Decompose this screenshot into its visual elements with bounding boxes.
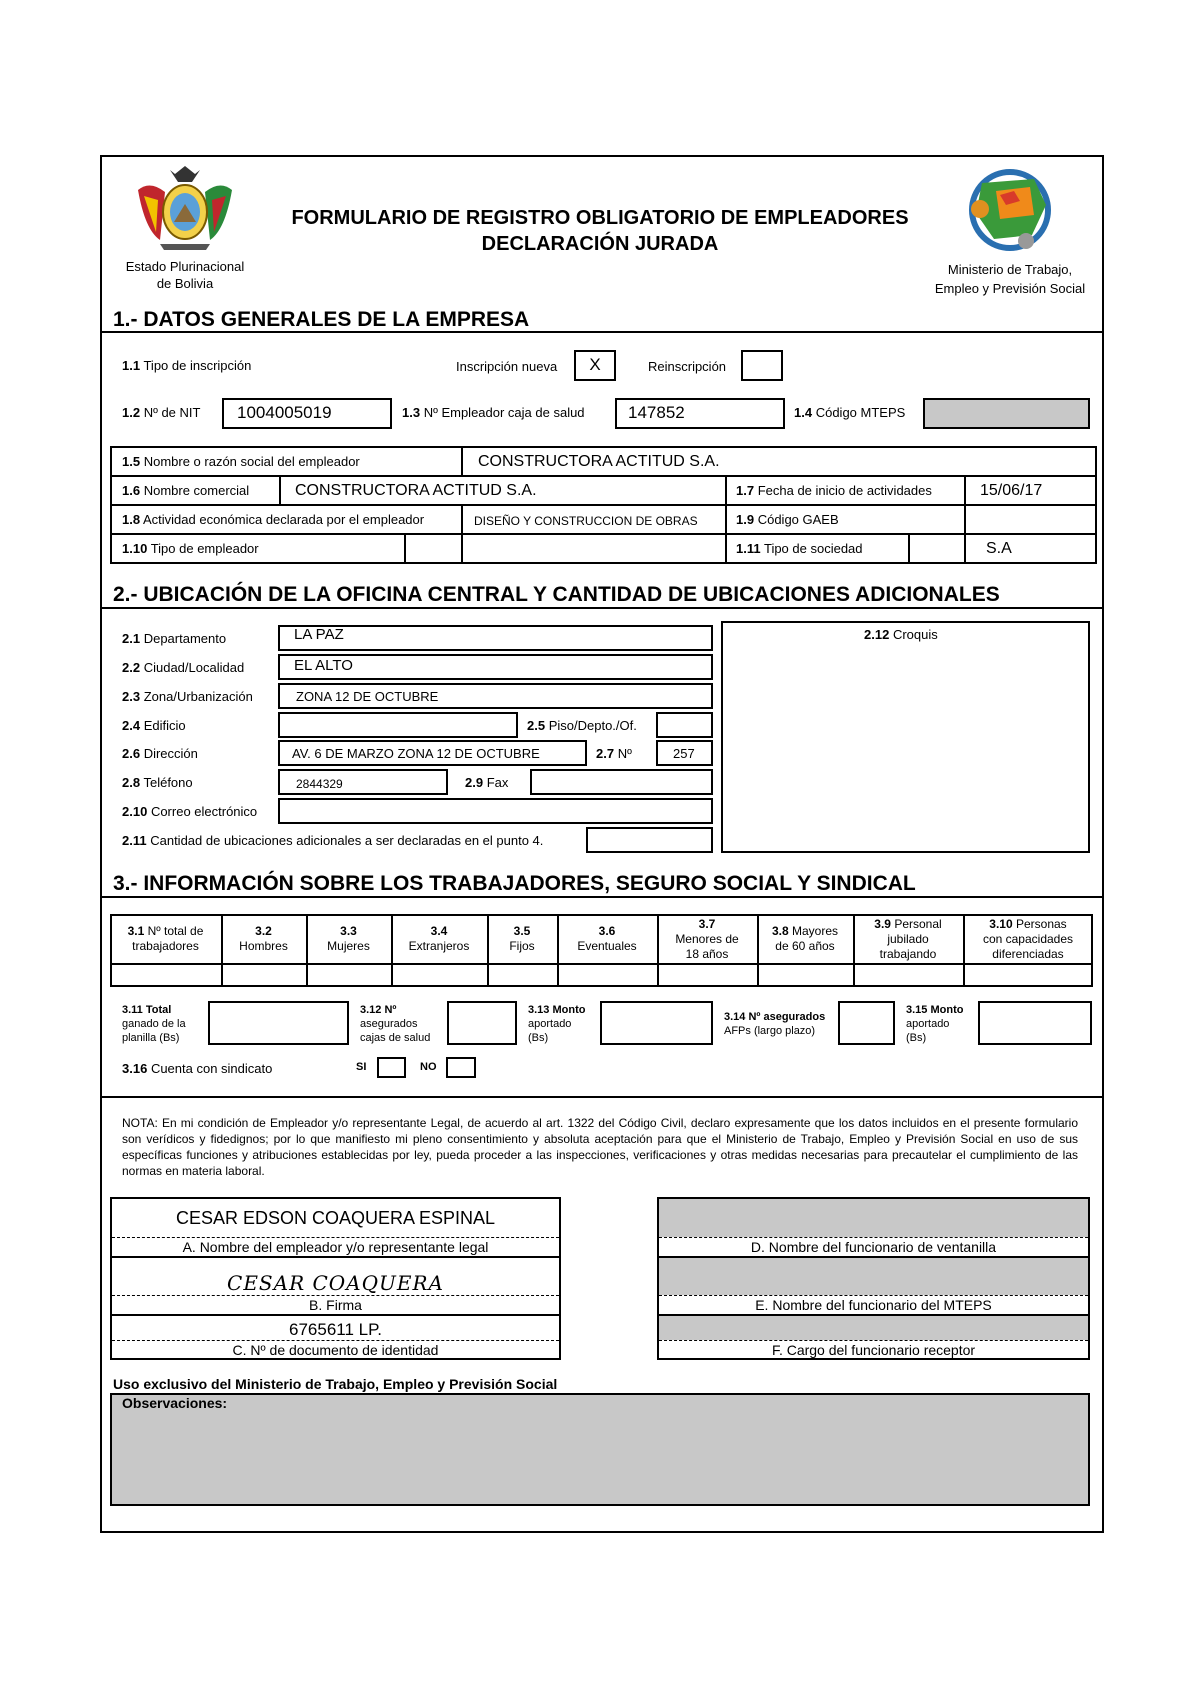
fecha-inicio-value: 15/06/17 bbox=[980, 482, 1043, 499]
tipo-sociedad-value: S.A bbox=[986, 540, 1012, 557]
field-1-10-label: 1.10 Tipo de empleador bbox=[122, 541, 259, 556]
field-2-4-label: 2.4 Edificio bbox=[122, 718, 186, 733]
field-2-12-label: 2.12 Croquis bbox=[864, 627, 938, 642]
sindicato-si-label: SI bbox=[356, 1061, 367, 1073]
field-1-6-label: 1.6 Nombre comercial bbox=[122, 483, 250, 498]
field-3-13-label: 3.13 Monto aportado (Bs) bbox=[528, 1004, 586, 1044]
workers-value-cell-3-10[interactable] bbox=[965, 965, 1091, 985]
right-caption-line1: Ministerio de Trabajo, bbox=[947, 262, 1073, 277]
firma-label: B. Firma bbox=[309, 1297, 362, 1313]
field-1-4-label: 1.4 Código MTEPS bbox=[794, 405, 906, 420]
field-1-11-label: 1.11 Tipo de sociedad bbox=[736, 541, 863, 556]
field-2-10-label: 2.10 Correo electrónico bbox=[122, 804, 258, 819]
field-2-5-label: 2.5 Piso/Depto./Of. bbox=[527, 718, 637, 733]
firma-signature: CESAR COAQUERA bbox=[227, 1271, 444, 1295]
ministerio-logo-icon bbox=[960, 165, 1060, 255]
reinscripcion-label: Reinscripción bbox=[648, 359, 727, 374]
asegurados-cajas-field[interactable] bbox=[447, 1001, 517, 1045]
section1-title: 1.- DATOS GENERALES DE LA EMPRESA bbox=[113, 308, 530, 331]
edificio-field[interactable] bbox=[278, 712, 518, 738]
workers-column-header-3-2: 3.2 Hombres bbox=[239, 924, 288, 953]
field-2-9-label: 2.9 Fax bbox=[465, 775, 509, 790]
workers-column-header-3-1: 3.1 Nº total de trabajadores bbox=[127, 924, 204, 953]
cargo-funcionario-label: F. Cargo del funcionario receptor bbox=[771, 1342, 976, 1358]
field-2-7-label: 2.7 Nº bbox=[596, 746, 632, 761]
funcionario-mteps-label: E. Nombre del funcionario del MTEPS bbox=[755, 1297, 992, 1313]
field-2-8-label: 2.8 Teléfono bbox=[122, 775, 193, 790]
uso-exclusivo-label: Uso exclusivo del Ministerio de Trabajo, Empleo y Previsión Social bbox=[113, 1376, 558, 1392]
form-title-line1: FORMULARIO DE REGISTRO OBLIGATORIO DE EMPLEADORES bbox=[291, 207, 909, 229]
section1-divider bbox=[100, 331, 1104, 333]
nombre-empleador-value: CESAR EDSON COAQUERA ESPINAL bbox=[175, 1208, 496, 1228]
left-caption-line1: Estado Plurinacional bbox=[125, 259, 245, 274]
funcionario-mteps-field bbox=[659, 1258, 1088, 1295]
nueva-value: X bbox=[589, 355, 601, 374]
zona-value: ZONA 12 DE OCTUBRE bbox=[296, 689, 439, 704]
monto-aportado-afp-field[interactable] bbox=[978, 1001, 1092, 1045]
documento-value: 6765611 LP. bbox=[289, 1320, 382, 1339]
codigo-mteps-field bbox=[923, 398, 1090, 429]
workers-column-header-3-8: 3.8 Mayores de 60 años bbox=[771, 924, 839, 953]
workers-value-cell-3-8[interactable] bbox=[759, 965, 851, 985]
section3-divider bbox=[100, 896, 1104, 898]
right-caption-line2: Empleo y Previsión Social bbox=[934, 281, 1086, 296]
sindicato-no-label: NO bbox=[420, 1061, 437, 1073]
cargo-funcionario-field bbox=[659, 1316, 1088, 1340]
nota-text: NOTA: En mi condición de Empleador y/o representante Legal, de acuerdo al art. 1322 del Código Civil, declaro expresamente que los datos incluidos en el presente formulario son verídicos y fidedignos; por lo que manifiesto mi pleno consentimiento y absoluta aceptación para que el Ministerio de Trabajo, Empleo y Previsión Social en uso de sus específicas funciones y atribuciones establecidas por ley, pueda proceder a las inspecciones, verificaciones y otras medidas necesarias para precautelar el cumplimiento de las normas en materia laboral. bbox=[122, 1116, 1078, 1178]
monto-aportado-field[interactable] bbox=[600, 1001, 713, 1045]
workers-value-cell-3-1[interactable] bbox=[112, 965, 219, 985]
workers-value-cell-3-6[interactable] bbox=[559, 965, 655, 985]
nota-divider bbox=[100, 1096, 1104, 1098]
nombre-empleador-label: A. Nombre del empleador y/o representante legal bbox=[182, 1239, 489, 1255]
workers-column-header-3-4: 3.4 Extranjeros bbox=[408, 924, 470, 953]
field-1-9-label: 1.9 Código GAEB bbox=[736, 512, 839, 527]
workers-column-header-3-10: 3.10 Personas con capacidades diferenciadas bbox=[982, 917, 1074, 961]
workers-value-cell-3-9[interactable] bbox=[855, 965, 961, 985]
ciudad-value: EL ALTO bbox=[294, 657, 353, 674]
empleador-caja-value: 147852 bbox=[628, 403, 685, 422]
workers-column-header-3-3: 3.3 Mujeres bbox=[327, 924, 370, 953]
fax-field[interactable] bbox=[530, 769, 713, 795]
numero-value: 257 bbox=[673, 746, 695, 761]
workers-column-header-3-9: 3.9 Personal jubilado trabajando bbox=[874, 917, 942, 961]
workers-value-cell-3-7[interactable] bbox=[659, 965, 755, 985]
field-1-5-label: 1.5 Nombre o razón social del empleador bbox=[122, 454, 360, 469]
form-title-line2: DECLARACIÓN JURADA bbox=[481, 233, 719, 255]
section2-divider bbox=[100, 607, 1104, 609]
correo-field[interactable] bbox=[278, 798, 713, 824]
sindicato-no-checkbox[interactable] bbox=[446, 1057, 476, 1078]
funcionario-ventanilla-label: D. Nombre del funcionario de ventanilla bbox=[750, 1239, 997, 1255]
funcionario-ventanilla-field bbox=[659, 1199, 1088, 1237]
field-2-11-label: 2.11 Cantidad de ubicaciones adicionales a ser declaradas en el punto 4. bbox=[122, 833, 544, 848]
croquis-box[interactable] bbox=[721, 621, 1090, 853]
field-3-12-label: 3.12 Nº asegurados cajas de salud bbox=[360, 1004, 431, 1044]
field-1-8-label: 1.8 Actividad económica declarada por el empleador bbox=[122, 512, 425, 527]
field-1-2-label: 1.2 Nº de NIT bbox=[122, 405, 201, 420]
piso-field[interactable] bbox=[656, 712, 713, 738]
workers-column-header-3-5: 3.5 Fijos bbox=[509, 924, 535, 953]
observaciones-box bbox=[110, 1393, 1090, 1506]
workers-value-cell-3-3[interactable] bbox=[308, 965, 389, 985]
field-3-15-label: 3.15 Monto aportado (Bs) bbox=[906, 1004, 964, 1044]
field-2-2-label: 2.2 Ciudad/Localidad bbox=[122, 660, 245, 675]
direccion-value: AV. 6 DE MARZO ZONA 12 DE OCTUBRE bbox=[292, 746, 540, 761]
nueva-label: Inscripción nueva bbox=[456, 359, 558, 374]
nit-value: 1004005019 bbox=[237, 403, 332, 422]
sindicato-si-checkbox[interactable] bbox=[377, 1057, 406, 1078]
field-3-14-label: 3.14 Nº asegurados AFPs (largo plazo) bbox=[724, 1011, 826, 1037]
workers-column-header-3-7: 3.7 Menores de 18 años bbox=[675, 917, 739, 961]
field-2-3-label: 2.3 Zona/Urbanización bbox=[122, 689, 253, 704]
field-3-11-label: 3.11 Total ganado de la planilla (Bs) bbox=[122, 1004, 186, 1044]
field-1-7-label: 1.7 Fecha de inicio de actividades bbox=[736, 483, 932, 498]
field-3-16-label: 3.16 Cuenta con sindicato bbox=[122, 1061, 273, 1076]
reinscripcion-checkbox[interactable] bbox=[741, 350, 783, 381]
field-1-1-label: 1.1 Tipo de inscripción bbox=[122, 358, 252, 373]
workers-value-cell-3-4[interactable] bbox=[393, 965, 485, 985]
field-1-3-label: 1.3 Nº Empleador caja de salud bbox=[402, 405, 585, 420]
razon-social-value: CONSTRUCTORA ACTITUD S.A. bbox=[478, 453, 720, 470]
ubicaciones-field[interactable] bbox=[586, 827, 713, 853]
field-2-1-label: 2.1 Departamento bbox=[122, 631, 227, 646]
workers-value-cell-3-5[interactable] bbox=[489, 965, 555, 985]
telefono-value: 2844329 bbox=[296, 777, 343, 791]
section2-title: 2.- UBICACIÓN DE LA OFICINA CENTRAL Y CANTIDAD DE UBICACIONES ADICIONALES bbox=[113, 583, 1000, 606]
actividad-value: DISEÑO Y CONSTRUCCION DE OBRAS bbox=[474, 514, 698, 528]
departamento-value: LA PAZ bbox=[294, 626, 344, 643]
nombre-comercial-value: CONSTRUCTORA ACTITUD S.A. bbox=[295, 482, 537, 499]
workers-value-cell-3-2[interactable] bbox=[223, 965, 304, 985]
bolivia-coat-of-arms-icon bbox=[130, 160, 240, 255]
section3-title: 3.- INFORMACIÓN SOBRE LOS TRABAJADORES, SEGURO SOCIAL Y SINDICAL bbox=[113, 872, 916, 895]
left-caption-line2: de Bolivia bbox=[156, 276, 214, 291]
total-ganado-field[interactable] bbox=[208, 1001, 349, 1045]
workers-column-header-3-6: 3.6 Eventuales bbox=[577, 924, 637, 953]
documento-label: C. Nº de documento de identidad bbox=[232, 1342, 439, 1358]
observaciones-label: Observaciones: bbox=[122, 1395, 228, 1411]
field-2-6-label: 2.6 Dirección bbox=[122, 746, 198, 761]
asegurados-afp-field[interactable] bbox=[838, 1001, 895, 1045]
